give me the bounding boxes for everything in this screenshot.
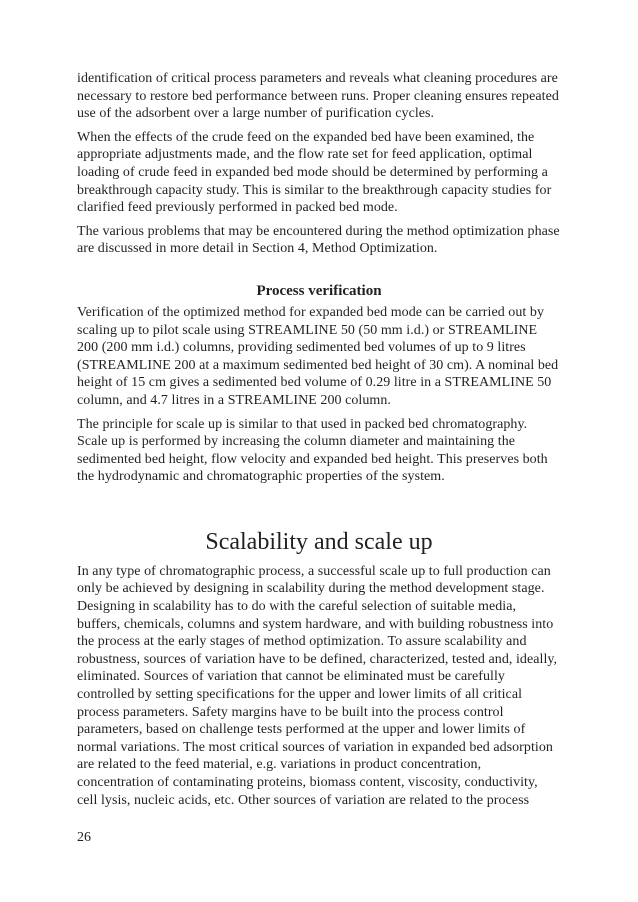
scalability-section xyxy=(77,527,561,809)
page-number: 26 xyxy=(77,830,91,845)
intro-paragraph-3: The various problems that may be encountered during the method optimization phase are discussed in more detail in Section 4, Method Optimization. xyxy=(77,223,560,257)
scalability-heading: Scalability and scale up xyxy=(205,528,433,555)
intro-paragraph-1: identification of critical process parameters and reveals what cleaning procedures are necessary to restore bed performance between runs. Proper cleaning ensures repeated use of the adsorbent over a large number of purification cycles. xyxy=(77,71,559,122)
process-verification-heading: Process verification xyxy=(256,282,382,299)
process-verification-paragraph-2: The principle for scale up is similar to that used in packed bed chromatography. Scale up is performed by increasing the column diameter and maintaining the sedimented bed height, flow velocity and expanded bed height. This preserves both the hydrodynamic and chromatographic properties of the system. xyxy=(77,416,548,485)
intro-paragraph-2: When the effects of the crude feed on the expanded bed have been examined, the appropriate adjustments made, and the flow rate set for feed application, optimal loading of crude feed in expanded bed mode should be determined by performing a breakthrough capacity study. This is similar to the breakthrough capacity studies for clarified feed previously performed in packed bed mode. xyxy=(77,129,552,216)
intro-section xyxy=(77,70,561,258)
process-verification-section xyxy=(77,280,561,486)
process-verification-paragraph-1: Verification of the optimized method for expanded bed mode can be carried out by scaling up to pilot scale using STREAMLINE 50 (50 mm i.d.) or STREAMLINE 200 (200 mm i.d.) columns, providing sedimented bed volumes of up to 9 litres (STREAMLINE 200 at a maximum sedimented bed height of 30 cm). A nominal bed height of 15 cm gives a sedimented bed volume of 0.29 litre in a STREAMLINE 50 column, and 4.7 litres in a STREAMLINE 200 column. xyxy=(77,304,559,408)
page-body xyxy=(77,70,561,809)
scalability-paragraph-1: In any type of chromatographic process, a successful scale up to full production can only be achieved by designing in scalability during the method development stage. Designing in scalability has to do with the careful selection of suitable media, buffers, chemicals, columns and system hardware, and with building robustness into the process at the early stages of method optimization. To assure scalability and robustness, sources of variation have to be defined, characterized, tested and, ideally, eliminated. Sources of variation that cannot be eliminated must be carefully controlled by setting specifications for the upper and lower limits of all critical process parameters. Safety margins have to be built into the process control parameters, based on challenge tests performed at the upper and lower limits of normal variations. The most critical sources of variation in expanded bed adsorption are related to the feed material, e.g. variations in product concentration, concentration of contaminating proteins, biomass content, viscosity, conductivity, cell lysis, nucleic acids, etc. Other sources of variation are related to the process xyxy=(77,563,558,808)
